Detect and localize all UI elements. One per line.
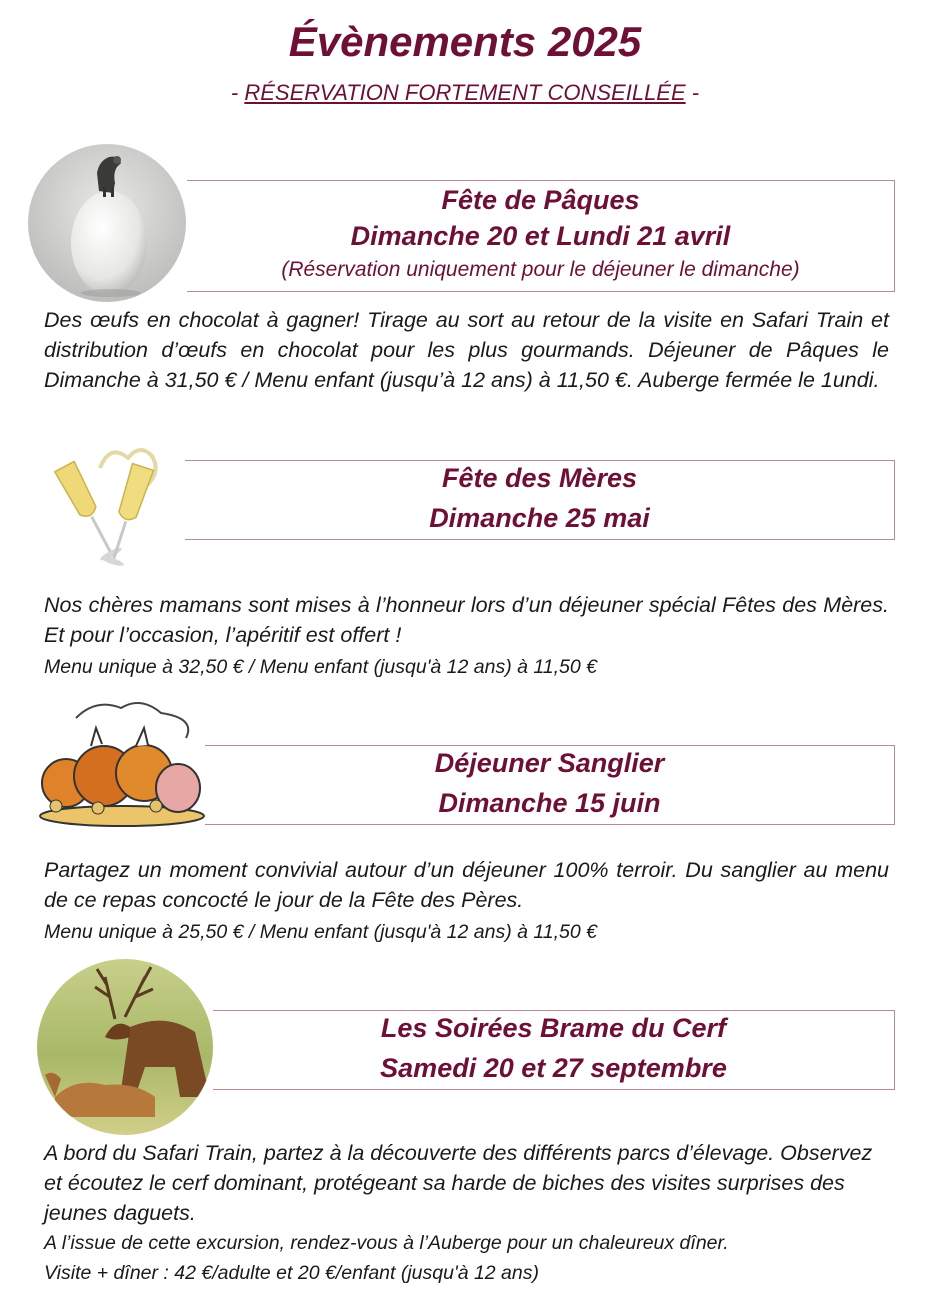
event-menu-price: Menu unique à 32,50 € / Menu enfant (jusqu'à 12 ans) à 11,50 € [44,656,598,678]
event-box-cerf [213,1010,895,1090]
ostrich-egg-photo [27,143,187,303]
event-box-sanglier [205,745,895,825]
event-title: Fête de Pâques [441,185,640,215]
champagne-glasses-icon [40,438,170,573]
event-note: (Réservation uniquement pour le déjeuner le dimanche) [281,258,800,281]
event-date: Samedi 20 et 27 septembre [380,1053,727,1083]
event-date: Dimanche 15 juin [438,788,661,818]
deer-photo [35,957,215,1137]
event-title: Les Soirées Brame du Cerf [380,1013,727,1043]
event-description-dinner: A l’issue de cette excursion, rendez-vous à l’Auberge pour un chaleureux dîner. [44,1232,729,1254]
event-date: Dimanche 20 et Lundi 21 avril [350,221,731,251]
event-menu-price: Visite + dîner : 42 €/adulte et 20 €/enfant (jusqu'à 12 ans) [44,1262,539,1284]
page-title: Évènements 2025 [288,18,642,65]
event-menu-price: Menu unique à 25,50 € / Menu enfant (jusqu'à 12 ans) à 11,50 € [44,921,598,943]
event-box-paques [187,180,895,292]
event-title: Déjeuner Sanglier [434,748,665,778]
event-description: Nos chères mamans sont mises à l’honneur lors d’un déjeuner spécial Fêtes des Mères. Et pour l’occasion, l’apéritif est offert ! Menu unique à 32,50 € / Menu enfant (jusqu'à 12 ans) à 11,50 € [44,590,889,682]
roast-platter-icon [36,698,206,830]
reservation-notice: RÉSERVATION FORTEMENT CONSEILLÉE [244,80,686,105]
event-title: Fête des Mères [441,463,638,493]
event-box-meres [185,460,895,540]
event-description: Partagez un moment convivial autour d’un déjeuner 100% terroir. Du sanglier au menu de ce repas concocté le jour de la Fête des Pères. Menu unique à 25,50 € / Menu enfant (jusqu'à 12 ans) à 11,50 € [44,855,889,947]
page-subtitle: - RÉSERVATION FORTEMENT CONSEILLÉE - [230,80,700,105]
event-date: Dimanche 25 mai [429,503,650,533]
event-description: A bord du Safari Train, partez à la découverte des différents parcs d’élevage. Observez et écoutez le cerf dominant, protégeant sa harde de biches des visites surprises des jeunes daguets. A l’issue de cette excursion, rendez-vous à l’Auberge pour un chaleureux dîner. Visite + dîner : 42 €/adulte et 20 €/enfant (jusqu'à 12 ans) [44,1138,889,1288]
event-description: Des œufs en chocolat à gagner! Tirage au sort au retour de la visite en Safari Train et distribution d’œufs en chocolat pour les plus gourmands. Déjeuner de Pâques le Dimanche à 31,50 € / Menu enfant (jusqu’à 12 ans) à 11,50 €. Auberge fermée le 1undi. [44,308,889,392]
